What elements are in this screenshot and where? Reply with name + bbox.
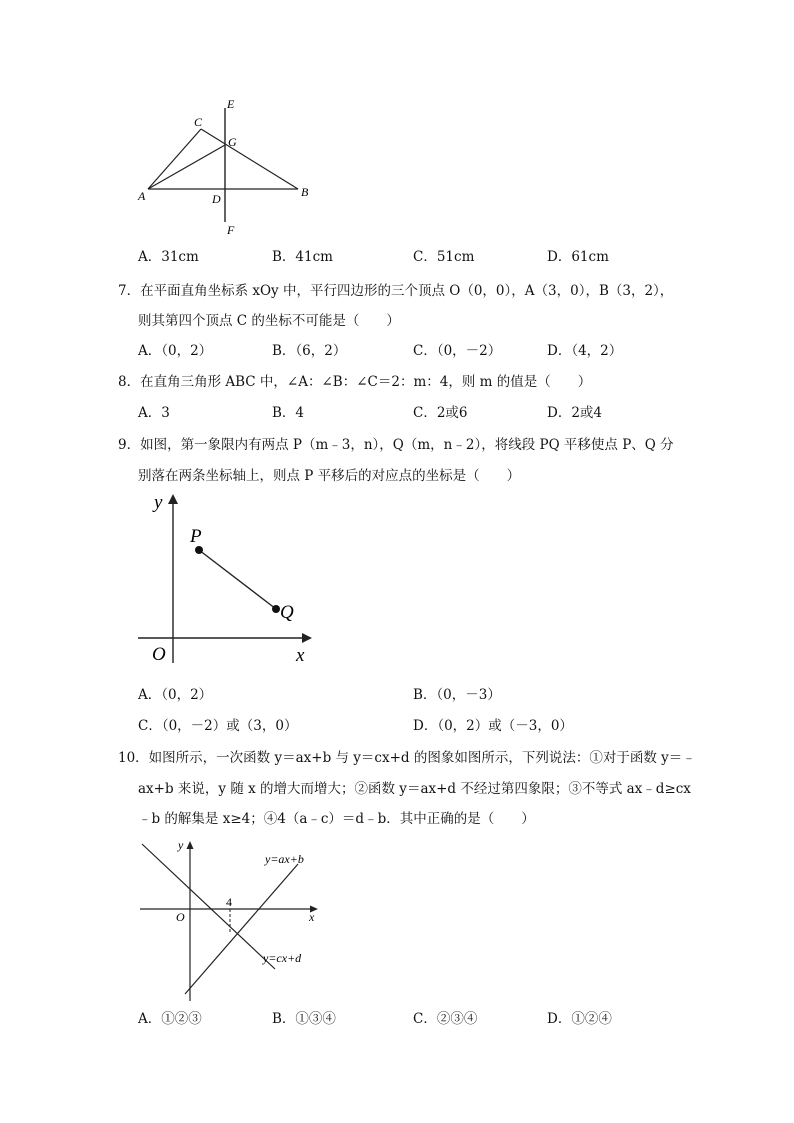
q7-option-a[interactable] bbox=[138, 342, 212, 360]
q10-option-a[interactable] bbox=[138, 1010, 202, 1028]
option-text: 41cm bbox=[295, 249, 333, 265]
option-text: （6，2） bbox=[295, 343, 347, 359]
option-letter: A． bbox=[138, 1011, 162, 1027]
label-o: O bbox=[152, 644, 166, 665]
q10-stem-line1: 10．如图所示，一次函数 y＝ax+b 与 y＝cx+d 的图象如图所示，下列说法：①对于函数 y＝﹣ bbox=[118, 750, 696, 766]
q9-option-c[interactable] bbox=[138, 717, 297, 735]
option-letter: C． bbox=[413, 405, 437, 421]
option-text: （0，2）或（－3，0） bbox=[437, 718, 573, 734]
q7-option-b[interactable] bbox=[272, 342, 346, 360]
point-q bbox=[272, 605, 280, 613]
label-f: F bbox=[227, 223, 235, 237]
label-b: B bbox=[301, 185, 309, 199]
option-letter: C． bbox=[413, 343, 437, 359]
option-letter: C． bbox=[413, 1011, 437, 1027]
q10-coordinate-diagram bbox=[130, 836, 330, 1001]
y-axis-arrow bbox=[168, 494, 178, 504]
option-text: （4，2） bbox=[571, 343, 623, 359]
q6-option-b[interactable] bbox=[272, 248, 333, 266]
option-letter: C． bbox=[413, 249, 437, 265]
option-letter: A． bbox=[138, 405, 162, 421]
option-text: ②③④ bbox=[436, 1011, 478, 1027]
label-o: O bbox=[176, 910, 185, 924]
option-letter: B． bbox=[272, 249, 296, 265]
option-text: （0，2） bbox=[161, 687, 213, 703]
q6-option-a[interactable] bbox=[138, 248, 199, 266]
option-text: 2或4 bbox=[571, 405, 603, 421]
q8-option-a[interactable] bbox=[138, 404, 170, 422]
option-letter: B． bbox=[413, 687, 437, 703]
segment-pq bbox=[199, 550, 276, 609]
label-line-cx-plus-d: y=cx+d bbox=[263, 951, 302, 965]
option-letter: D． bbox=[547, 405, 572, 421]
option-letter: D． bbox=[547, 343, 572, 359]
label-a: A bbox=[138, 189, 146, 203]
label-y: y bbox=[154, 492, 163, 513]
q10-figure bbox=[130, 836, 330, 1001]
label-y: y bbox=[178, 838, 184, 852]
q10-option-b[interactable] bbox=[272, 1010, 336, 1028]
label-p: P bbox=[190, 526, 202, 547]
q9-option-d[interactable] bbox=[413, 717, 573, 735]
option-text: 4 bbox=[295, 405, 305, 421]
q10-option-d[interactable] bbox=[547, 1010, 612, 1028]
option-letter: A． bbox=[138, 249, 162, 265]
q10-stem-line3: ﹣b 的解集是 x≥4；④4（a﹣c）＝d﹣b．其中正确的是（ ） bbox=[138, 811, 535, 827]
q7-stem-line1: 7．在平面直角坐标系 xOy 中，平行四边形的三个顶点 O（0，0），A（3，0），B（3，2）， bbox=[118, 283, 674, 299]
q9-stem-line2: 别落在两条坐标轴上，则点 P 平移后的对应点的坐标是（ ） bbox=[138, 468, 521, 484]
option-text: ①②④ bbox=[571, 1011, 612, 1027]
option-letter: D． bbox=[547, 1011, 572, 1027]
label-g: G bbox=[228, 135, 237, 149]
option-text: （0，－2） bbox=[436, 343, 502, 359]
line-cx-plus-d bbox=[142, 844, 275, 969]
option-letter: A． bbox=[138, 687, 162, 703]
x-axis-arrow bbox=[302, 633, 312, 643]
option-letter: B． bbox=[272, 343, 296, 359]
option-text: ①③④ bbox=[295, 1011, 336, 1027]
q10-option-c[interactable] bbox=[413, 1010, 477, 1028]
option-letter: B． bbox=[272, 405, 296, 421]
option-text: 3 bbox=[161, 405, 170, 421]
option-text: 31cm bbox=[161, 249, 199, 265]
q7-stem-line2: 则其第四个顶点 C 的坐标不可能是（ ） bbox=[138, 313, 400, 329]
option-text: ①②③ bbox=[161, 1011, 202, 1027]
q9-option-a[interactable] bbox=[138, 686, 212, 704]
q8-option-c[interactable] bbox=[413, 404, 468, 422]
option-text: （0，2） bbox=[161, 343, 213, 359]
option-text: 61cm bbox=[571, 249, 609, 265]
option-text: （0，－3） bbox=[436, 687, 501, 703]
option-letter: B． bbox=[272, 1011, 296, 1027]
option-text: （0，－2）或（3，0） bbox=[161, 718, 298, 734]
q7-option-c[interactable] bbox=[413, 342, 501, 360]
q9-coordinate-diagram bbox=[130, 488, 330, 668]
q6-option-c[interactable] bbox=[413, 248, 474, 266]
option-text: 51cm bbox=[436, 249, 475, 265]
option-letter: C． bbox=[138, 718, 162, 734]
q8-stem-line1: 8．在直角三角形 ABC 中，∠A：∠B：∠C＝2：m：4，则 m 的值是（ ） bbox=[118, 374, 592, 390]
label-d: D bbox=[212, 192, 221, 206]
q9-figure bbox=[130, 488, 330, 668]
q8-option-d[interactable] bbox=[547, 404, 602, 422]
y-axis-arrow bbox=[187, 841, 194, 849]
q9-stem-line1: 9．如图，第一象限内有两点 P（m﹣3，n），Q（m，n﹣2），将线段 PQ 平移使点 P、Q 分 bbox=[118, 437, 674, 453]
label-x: x bbox=[296, 645, 305, 666]
q7-option-d[interactable] bbox=[547, 342, 622, 360]
option-letter: D． bbox=[413, 718, 438, 734]
label-4: 4 bbox=[226, 895, 232, 909]
line-ax-plus-b bbox=[185, 864, 298, 994]
q6-figure bbox=[130, 95, 330, 240]
segment-ca bbox=[148, 129, 201, 189]
q10-stem-line2: ax+b 来说，y 随 x 的增大而增大；②函数 y＝ax+d 不经过第四象限；③不等式 ax﹣d≥cx bbox=[138, 781, 691, 797]
q6-triangle-diagram bbox=[130, 95, 330, 240]
point-p bbox=[195, 546, 203, 554]
label-c: C bbox=[194, 115, 203, 129]
label-e: E bbox=[227, 97, 235, 111]
option-text: 2或6 bbox=[436, 405, 468, 421]
q8-option-b[interactable] bbox=[272, 404, 304, 422]
q9-option-b[interactable] bbox=[413, 686, 501, 704]
label-x: x bbox=[309, 910, 315, 924]
q6-option-d[interactable] bbox=[547, 248, 609, 266]
segment-cb bbox=[201, 129, 298, 189]
segment-ag bbox=[148, 145, 225, 189]
label-line-ax-plus-b: y=ax+b bbox=[265, 852, 304, 866]
label-q: Q bbox=[280, 602, 294, 623]
option-letter: A． bbox=[138, 343, 162, 359]
option-letter: D． bbox=[547, 249, 572, 265]
